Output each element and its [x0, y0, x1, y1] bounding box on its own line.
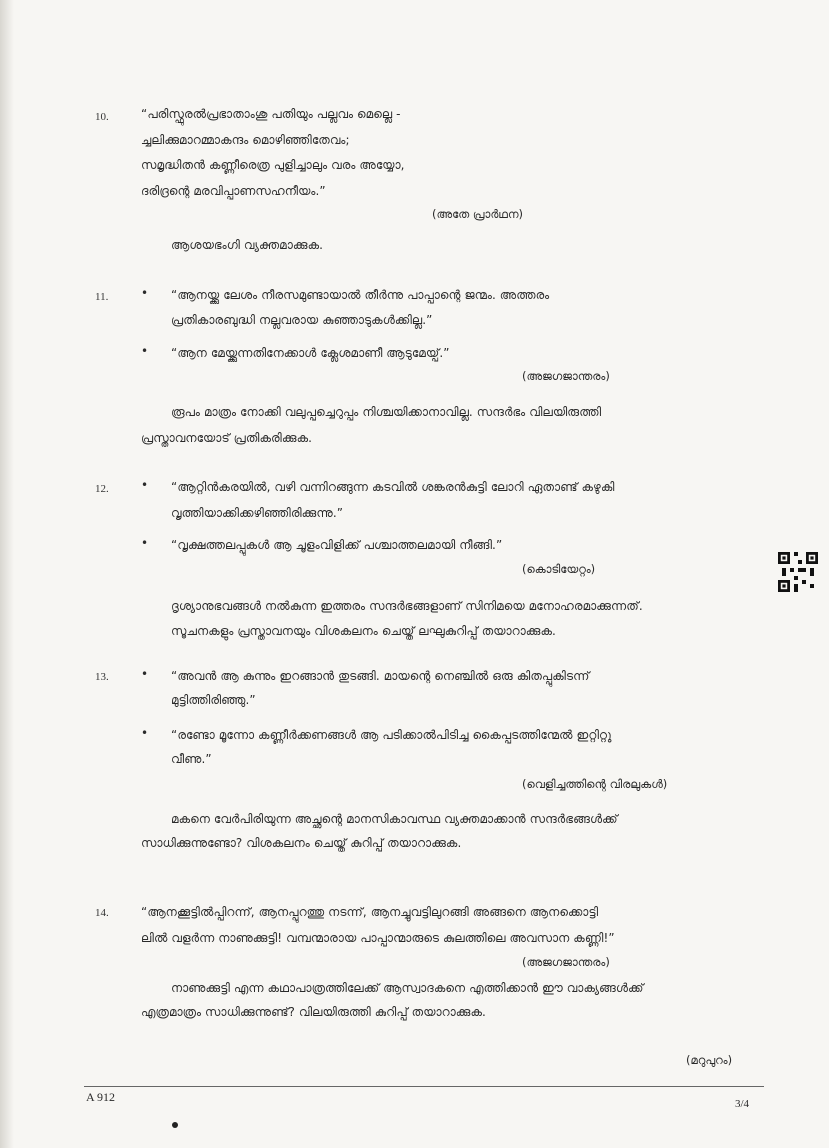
quote-line: പ്രതികാരബുദ്ധി നല്ലവരായ കുഞ്ഞാടുകൾക്കില്ല.” — [171, 313, 433, 327]
question-number: 12. — [95, 483, 109, 495]
bullet-icon: • — [141, 726, 149, 740]
quote-line: വൃത്തിയാക്കിക്കഴിഞ്ഞിരിക്കുന്നു.” — [171, 506, 344, 520]
question-prompt: എത്രമാത്രം സാധിക്കുന്നുണ്ട്? വിലയിരുത്തി കുറിപ്പ് തയാറാക്കുക. — [141, 1005, 486, 1019]
quote-line: “ആനയ്ക്കു ലേശം നീരസമുണ്ടായാൽ തീർന്നു പാപ്പാന്റെ ജന്മം. അത്തരം — [171, 288, 550, 302]
question-prompt: രൂപം മാത്രം നോക്കി വലുപ്പച്ചെറുപ്പം നിശ്ചയിക്കാനാവില്ല. സന്ദർഭം വിലയിരുത്തി — [171, 405, 602, 419]
quote-line: “പരിസ്ഫുരൽപ്രഭാതാംശു പതിയും പല്ലവം മെല്ലെ - — [141, 107, 401, 121]
ink-dot — [172, 1122, 178, 1128]
question-prompt: പ്രസ്താവനയോട് പ്രതികരിക്കുക. — [141, 431, 313, 445]
footer-divider — [84, 1086, 764, 1087]
bullet-icon: • — [141, 478, 149, 492]
source-citation: (അജഗജാന്തരം) — [522, 955, 610, 969]
quote-line: “ആന മേയ്ക്കുന്നതിനേക്കാൾ ക്ലേശമാണീ ആടുമേയ്പ്.” — [171, 346, 450, 360]
question-prompt: ദൃശ്യാനുഭവങ്ങൾ നൽകുന്ന ഇത്തരം സന്ദർഭങ്ങളാണ് സിനിമയെ മനോഹരമാക്കുന്നത്. — [171, 599, 643, 613]
question-number: 14. — [95, 907, 109, 919]
quote-line: “ആനക്കൂട്ടിൽപ്പിറന്ന്, ആനപ്പുറത്തു നടന്ന്, ആനച്ചുവട്ടിലുറങ്ങി അങ്ങനെ ആനക്കൊട്ടി — [141, 905, 599, 919]
source-citation: (അജഗജാന്തരം) — [522, 369, 610, 383]
question-number: 10. — [95, 111, 109, 123]
source-citation: (അതേ പ്രാർഥന) — [432, 207, 523, 221]
question-prompt: നാണുക്കുട്ടി എന്ന കഥാപാത്രത്തിലേക്ക് ആസ്വാദകനെ എത്തിക്കാൻ ഈ വാക്യങ്ങൾക്ക് — [171, 981, 644, 995]
source-citation: (കൊടിയേറ്റം) — [522, 562, 596, 576]
paper-code: A 912 — [86, 1090, 116, 1104]
quote-line: ച്ചലിക്കുമാറമ്മാകന്ദം മൊഴിഞ്ഞിതേവം; — [141, 133, 350, 147]
quote-line: “ആറ്റിൻകരയിൽ, വഴി വന്നിറങ്ങുന്ന കടവിൽ ശങ്കരൻകുട്ടി ലോറി ഏതാണ്ട് കഴുകി — [171, 480, 615, 494]
quote-line: “വൃക്ഷത്തലപ്പുകൾ ആ ചൂളംവിളിക്ക് പശ്ചാത്തലമായി നീങ്ങി.” — [171, 538, 503, 552]
bullet-icon: • — [141, 344, 149, 358]
question-number: 13. — [95, 671, 109, 683]
quote-line: ദരിദ്രന്റെ മരവിപ്പാണസഹനീയം.” — [141, 184, 326, 198]
source-citation: (വെളിച്ചത്തിന്റെ വിരലുകൾ) — [522, 777, 668, 791]
bullet-icon: • — [141, 667, 149, 681]
continued-note: (മറുപുറം) — [686, 1053, 733, 1067]
page-edge-shadow — [0, 0, 14, 1148]
question-prompt: സൂചനകളും പ്രസ്താവനയും വിശകലനം ചെയ്ത് ലഘുകുറിപ്പ് തയാറാക്കുക. — [171, 624, 556, 638]
quote-line: സമൃദ്ധിതൻ കണ്ണീരെത്ര പുളിച്ചാലും വരം അയ്യോ, — [141, 158, 405, 172]
qr-code-icon — [778, 552, 818, 592]
quote-line: “അവൻ ആ കുന്നും ഇറങ്ങാൻ തുടങ്ങി. മായന്റെ നെഞ്ചിൽ ഒരു കിതപ്പുകിടന്ന് — [171, 669, 590, 683]
bullet-icon: • — [141, 286, 149, 300]
quote-line: വീണു.” — [171, 752, 212, 766]
question-prompt: ആശയഭംഗി വ്യക്തമാക്കുക. — [171, 238, 324, 252]
bullet-icon: • — [141, 536, 149, 550]
question-prompt: സാധിക്കുന്നുണ്ടോ? വിശകലനം ചെയ്ത് കുറിപ്പ് തയാറാക്കുക. — [141, 836, 462, 850]
quote-line: മുട്ടിത്തിരിഞ്ഞു.” — [171, 693, 256, 707]
question-prompt: മകനെ വേർപിരിയുന്ന അച്ഛന്റെ മാനസികാവസ്ഥ വ്യക്തമാക്കാൻ സന്ദർഭങ്ങൾക്ക് — [171, 812, 618, 826]
quote-line: ലിൽ വളർന്ന നാണുക്കുട്ടി! വമ്പന്മാരായ പാപ്പാന്മാരുടെ കുലത്തിലെ അവസാന കണ്ണി!” — [141, 931, 615, 945]
question-number: 11. — [95, 291, 109, 303]
quote-line: “രണ്ടോ മൂന്നോ കണ്ണീർക്കണങ്ങൾ ആ പടിക്കാൽപിടിച്ച കൈപ്പടത്തിന്മേൽ ഇറ്റിറ്റു — [171, 728, 612, 742]
page-number: 3/4 — [735, 1098, 750, 1110]
